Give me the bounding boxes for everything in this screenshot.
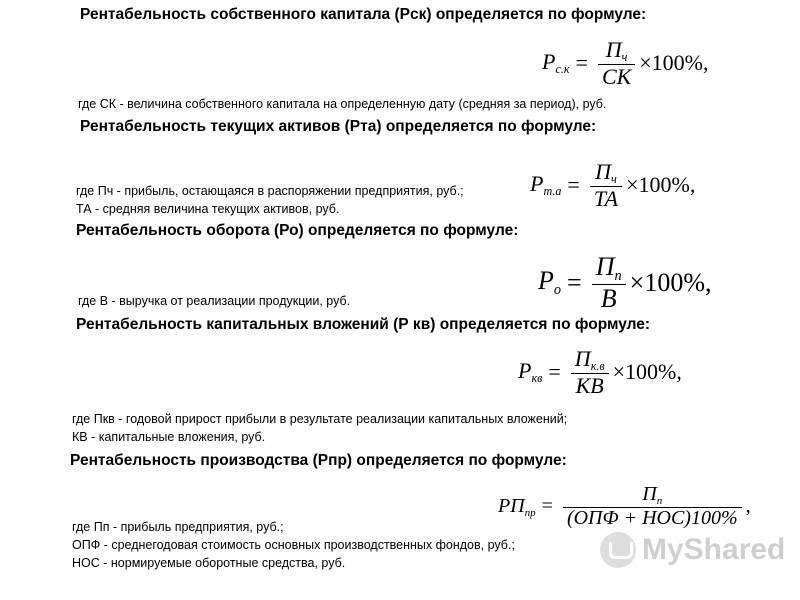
description-return-on-equity bbox=[78, 95, 606, 113]
heading-return-on-current-assets: Рентабельность текущих активов (Рта) определяется по формуле: bbox=[80, 118, 597, 135]
formula-lhs: $P_{кв}$ bbox=[518, 357, 543, 386]
description-return-on-current-assets bbox=[76, 182, 464, 218]
formula-equals: = bbox=[567, 267, 582, 297]
formula-lhs: $P_{т.а}$ bbox=[530, 170, 562, 199]
formula-tail: ×100%, bbox=[639, 50, 709, 75]
description-line: ТА - средняя величина текущих активов, руб. bbox=[76, 202, 340, 216]
formula-return-on-current-assets bbox=[530, 160, 695, 210]
description-line: КВ - капитальные вложения, руб. bbox=[72, 430, 266, 444]
formula-tail: , bbox=[745, 495, 751, 518]
formula-fraction: $\frac{П_{к.в}}{КВ}$ bbox=[571, 347, 609, 397]
formula-fraction: $\frac{П_п}{\text{(ОПФ + НОС)100\%}}$ bbox=[563, 484, 742, 529]
formula-return-on-turnover bbox=[538, 253, 711, 312]
formula-equals: = bbox=[541, 495, 553, 518]
description-line: где Пч - прибыль, остающаяся в распоряжении предприятия, руб.; bbox=[76, 184, 464, 198]
heading-return-on-capital-investment: Рентабельность капитальных вложений (Р кв) определяется по формуле: bbox=[76, 316, 651, 333]
formula-tail: ×100%, bbox=[629, 267, 712, 297]
description-line: где СК - величина собственного капитала на определенную дату (средняя за период), руб. bbox=[78, 97, 607, 111]
watermark bbox=[600, 532, 785, 568]
formula-return-on-capital-investment bbox=[518, 347, 682, 397]
description-line: ОПФ - среднегодовая стоимость основных производственных фондов, руб.; bbox=[72, 538, 515, 552]
formula-tail: ×100%, bbox=[626, 172, 696, 197]
description-line: НОС - нормируемые оборотные средства, руб. bbox=[72, 556, 346, 570]
formula-fraction: $\frac{П_п}{В}$ bbox=[592, 253, 626, 312]
heading-return-on-turnover: Рентабельность оборота (Ро) определяется по формуле: bbox=[76, 222, 519, 239]
formula-equals: = bbox=[567, 172, 580, 197]
formula-lhs: $РП_{пр}$ bbox=[498, 494, 536, 519]
formula-return-on-equity bbox=[542, 38, 708, 88]
description-return-on-turnover bbox=[78, 292, 350, 310]
watermark-logo-icon bbox=[600, 532, 636, 568]
description-line: где Пп - прибыль предприятия, руб.; bbox=[72, 520, 284, 534]
formula-lhs: $P_о$ bbox=[538, 266, 562, 299]
heading-return-on-production: Рентабельность производства (Рпр) определяется по формуле: bbox=[70, 452, 567, 469]
formula-equals: = bbox=[575, 50, 588, 75]
formula-fraction: $\frac{П_ч}{ТА}$ bbox=[590, 160, 622, 210]
description-line: где Пкв - годовой прирост прибыли в результате реализации капитальных вложений; bbox=[72, 412, 568, 426]
formula-equals: = bbox=[548, 359, 561, 384]
formula-fraction: $\frac{П_ч}{СК}$ bbox=[598, 38, 635, 88]
description-return-on-capital-investment bbox=[72, 410, 567, 446]
description-line: где В - выручка от реализации продукции, руб. bbox=[78, 294, 351, 308]
formula-tail: ×100%, bbox=[612, 359, 682, 384]
description-return-on-production bbox=[72, 518, 515, 572]
formula-return-on-production bbox=[498, 484, 751, 529]
watermark-text: MyShared bbox=[642, 533, 786, 566]
formula-lhs: $P_{с.к}$ bbox=[542, 48, 570, 77]
heading-return-on-equity: Рентабельность собственного капитала (Рск) определяется по формуле: bbox=[80, 6, 647, 23]
